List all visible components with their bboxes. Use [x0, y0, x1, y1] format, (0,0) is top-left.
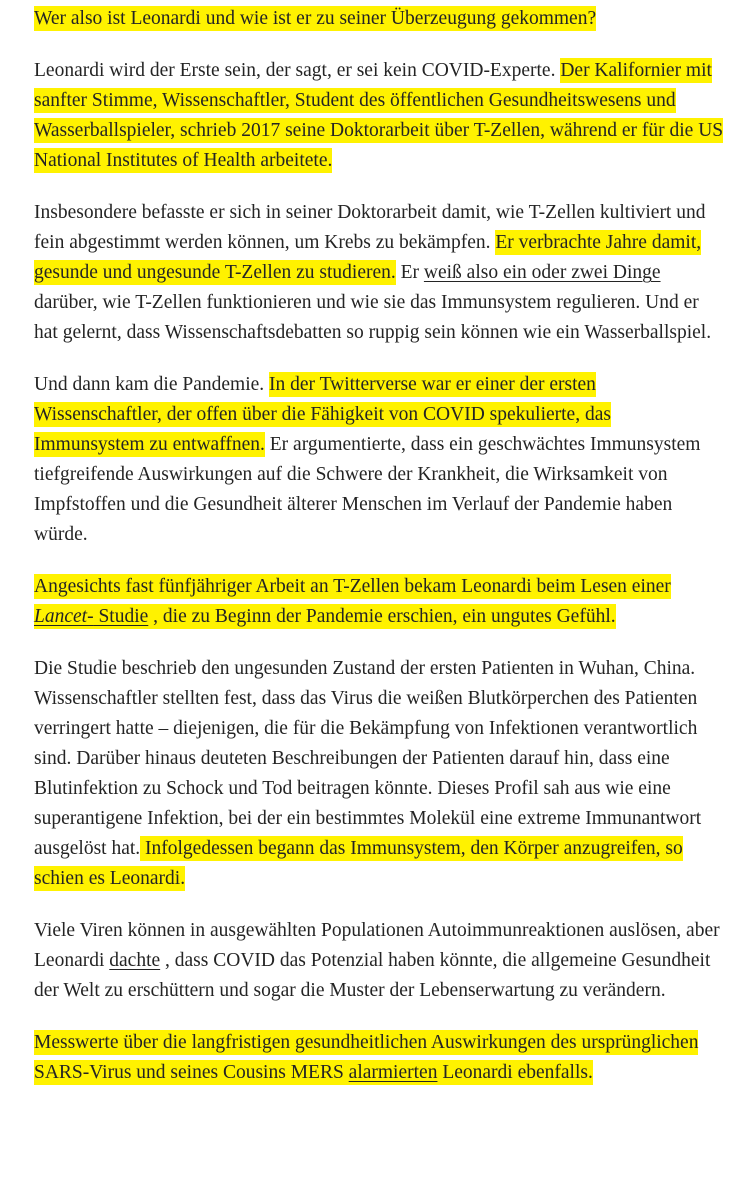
paragraph-7 — [34, 916, 724, 1006]
text-segment: , die zu Beginn der Pandemie erschien, ein ungutes Gefühl. — [148, 606, 616, 627]
text-segment: darüber, wie T-Zellen funktionieren und wie sie das Immunsystem regulieren. Und er hat gelernt, dass Wissenschaftsdebatten so ruppig sein können wie ein Wasserballspiel. — [34, 292, 712, 343]
link-dachte[interactable]: dachte — [109, 950, 161, 971]
text-segment: Insbesondere befasste er sich in seiner Doktorarbeit damit, wie T-Zellen kultiviert und fein abgestimmt werden können, um Krebs zu bekämpfen. — [34, 202, 706, 253]
paragraph-8 — [34, 1028, 724, 1088]
link-text-part: Studie — [93, 606, 149, 627]
text-segment: Die Studie beschrieb den ungesunden Zustand der ersten Patienten in Wuhan, China. Wissenschaftler stellten fest, dass das Virus die weißen Blutkörperchen des Patienten verringert hatte – diejenigen, die für die Bekämpfung von Infektionen verantwortlich sind. Darüber hinaus deuteten Beschreibungen der Patienten darauf hin, dass eine Blutinfektion zu Schock und Tod beitragen könnte. Dieses Profil sah aus wie eine superantigene Infektion, bei der ein bestimmtes Molekül eine extreme Immunantwort ausgelöst hat. — [34, 658, 702, 859]
paragraph-1 — [34, 4, 724, 34]
paragraph-2 — [34, 56, 724, 176]
highlighted-text: Wer also ist Leonardi und wie ist er zu seiner Überzeugung gekommen? — [34, 8, 597, 29]
highlighted-text: Er verbrachte Jahre damit, gesunde und ungesunde T-Zellen zu studieren. — [34, 232, 702, 283]
highlighted-text — [34, 1030, 698, 1085]
highlighted-text — [34, 574, 671, 629]
link-lancet-studie[interactable] — [34, 606, 148, 627]
text-segment: Er — [395, 262, 424, 283]
text-segment: Messwerte über die langfristigen gesundheitlichen Auswirkungen des ursprünglichen SARS-Virus und seines Cousins MERS — [34, 1032, 699, 1083]
link-weiss-also[interactable]: weiß also ein oder zwei Dinge — [423, 262, 661, 283]
text-segment: Angesichts fast fünfjähriger Arbeit an T-Zellen bekam Leonardi beim Lesen einer — [34, 576, 671, 597]
paragraph-6 — [34, 654, 724, 894]
text-segment: Viele Viren können in ausgewählten Populationen Autoimmunreaktionen auslösen, aber Leonardi — [34, 920, 720, 971]
text-segment: Leonardi wird der Erste sein, der sagt, er sei kein COVID-Experte. — [34, 60, 561, 81]
text-segment: Er argumentierte, dass ein geschwächtes Immunsystem tiefgreifende Auswirkungen auf die Schwere der Krankheit, die Wirksamkeit von Impfstoffen und die Gesundheit älterer Menschen im Verlauf der Pandemie haben würde. — [34, 434, 701, 545]
link-alarmierten[interactable]: alarmierten — [348, 1062, 438, 1083]
link-italic-part: Lancet- — [34, 606, 94, 627]
paragraph-5 — [34, 572, 724, 632]
highlighted-text: Infolgedessen begann das Immunsystem, den Körper anzugreifen, so schien es Leonardi. — [34, 838, 683, 889]
highlighted-text: In der Twitterverse war er einer der ersten Wissenschaftler, der offen über die Fähigkeit von COVID spekulierte, das Immunsystem zu entwaffnen. — [34, 374, 611, 455]
text-segment: , dass COVID das Potenzial haben könnte, die allgemeine Gesundheit der Welt zu erschüttern und sogar die Muster der Lebenserwartung zu verändern. — [34, 950, 711, 1001]
text-segment: Leonardi ebenfalls. — [437, 1062, 593, 1083]
highlighted-text: Der Kalifornier mit sanfter Stimme, Wissenschaftler, Student des öffentlichen Gesundheitswesens und Wasserballspieler, schrieb 2017 seine Doktorarbeit über T-Zellen, während er für die US National Institutes of Health arbeitete. — [34, 60, 724, 171]
paragraph-4 — [34, 370, 724, 550]
paragraph-3 — [34, 198, 724, 348]
text-segment: Und dann kam die Pandemie. — [34, 374, 270, 395]
